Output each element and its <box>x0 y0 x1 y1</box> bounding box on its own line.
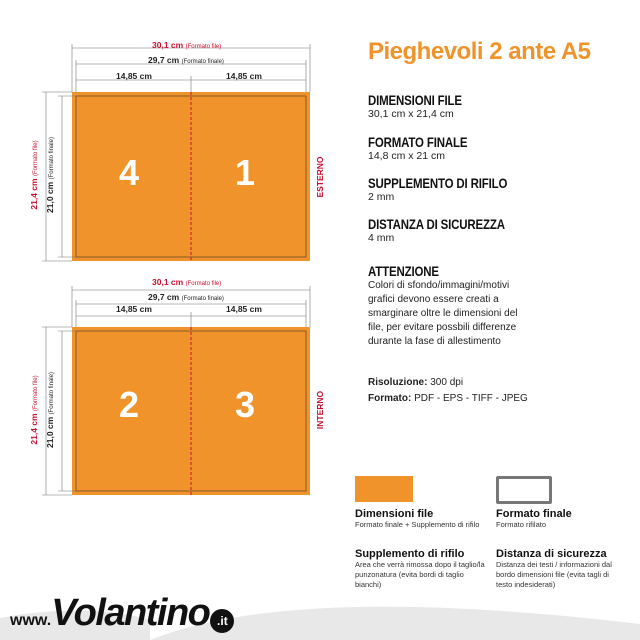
spec-final-format <box>368 134 489 162</box>
spec-heading: FORMATO FINALE <box>368 134 468 150</box>
legend-file-dimensions <box>355 508 479 530</box>
panel-number-1: 1 <box>235 152 256 193</box>
attention-text: Colori di sfondo/immagini/motivi grafici devono essere creati a smarginare oltre le dimensioni del file, per evitare possbili differenze durante la fase di allestimento <box>368 280 518 347</box>
width-file-label: 30,1 cm (Formato file) <box>152 40 222 50</box>
spec-safety-distance <box>368 216 535 244</box>
format-value: PDF - EPS - TIFF - JPEG <box>414 393 528 404</box>
brand-suffix: .it <box>210 609 234 633</box>
spec-value: 2 mm <box>368 191 395 203</box>
brand-name: Volantino <box>51 592 210 634</box>
legend-final-format <box>496 508 572 530</box>
width-final-label: 29,7 cm (Formato finale) <box>148 55 224 65</box>
half-right-label: 14,85 cm <box>226 304 262 314</box>
height-final-label: 21,0 cm (Formato finale) <box>45 372 55 448</box>
legend-heading: Distanza di sicurezza <box>496 548 607 560</box>
legend-text: Formato rifilato <box>496 520 547 529</box>
page-title: Pieghevoli 2 ante A5 <box>368 38 591 65</box>
brand-logo[interactable] <box>10 592 234 635</box>
spec-file-dimensions <box>368 92 482 120</box>
format-label: Formato: <box>368 393 412 404</box>
side-label-interno: INTERNO <box>315 390 325 430</box>
side-label-esterno: ESTERNO <box>315 156 325 198</box>
legend-heading: Supplemento di rifilo <box>355 548 465 560</box>
legend-heading: Formato finale <box>496 508 572 520</box>
legend-swatch-file <box>355 476 413 502</box>
height-file-label: 21,4 cm (Formato file) <box>29 375 39 445</box>
resolution-value: 300 dpi <box>430 377 464 388</box>
spec-heading: SUPPLEMENTO DI RIFILO <box>368 175 508 191</box>
attention-block <box>368 263 518 349</box>
width-file-label: 30,1 cm (Formato file) <box>152 277 222 287</box>
height-file-label: 21,4 cm (Formato file) <box>29 140 39 210</box>
legend-text: Formato finale + Supplemento di rifilo <box>355 520 480 529</box>
panel-number-2: 2 <box>119 384 140 425</box>
width-final-label: 29,7 cm (Formato finale) <box>148 292 224 302</box>
spec-value: 30,1 cm x 21,4 cm <box>368 108 454 120</box>
spec-value: 4 mm <box>368 232 395 244</box>
half-left-label: 14,85 cm <box>116 304 152 314</box>
half-left-label: 14,85 cm <box>116 71 152 81</box>
spec-heading: DIMENSIONI FILE <box>368 92 462 108</box>
resolution-label: Risoluzione: <box>368 377 428 388</box>
spec-heading: DISTANZA DI SICUREZZA <box>368 216 505 232</box>
legend-heading: Dimensioni file <box>355 508 434 520</box>
legend-text: Area che verrà rimossa dopo il taglio/la punzonatura (evita bordi di taglio bianchi) <box>355 560 485 589</box>
panel-number-4: 4 <box>119 152 140 193</box>
height-final-label: 21,0 cm (Formato finale) <box>45 137 55 213</box>
legend-text: Distanza dei testi / informazioni dal bordo dimensioni file (evita tagli di testo indesiderati) <box>496 560 612 589</box>
panel-number-3: 3 <box>235 384 256 425</box>
resolution-line <box>368 377 463 388</box>
attention-heading: ATTENZIONE <box>368 263 439 279</box>
spec-bleed <box>368 175 538 203</box>
spec-value: 14,8 cm x 21 cm <box>368 150 446 162</box>
half-right-label: 14,85 cm <box>226 71 262 81</box>
legend-swatch-final <box>496 476 552 504</box>
format-line <box>368 393 528 404</box>
brand-prefix: www. <box>10 612 52 629</box>
